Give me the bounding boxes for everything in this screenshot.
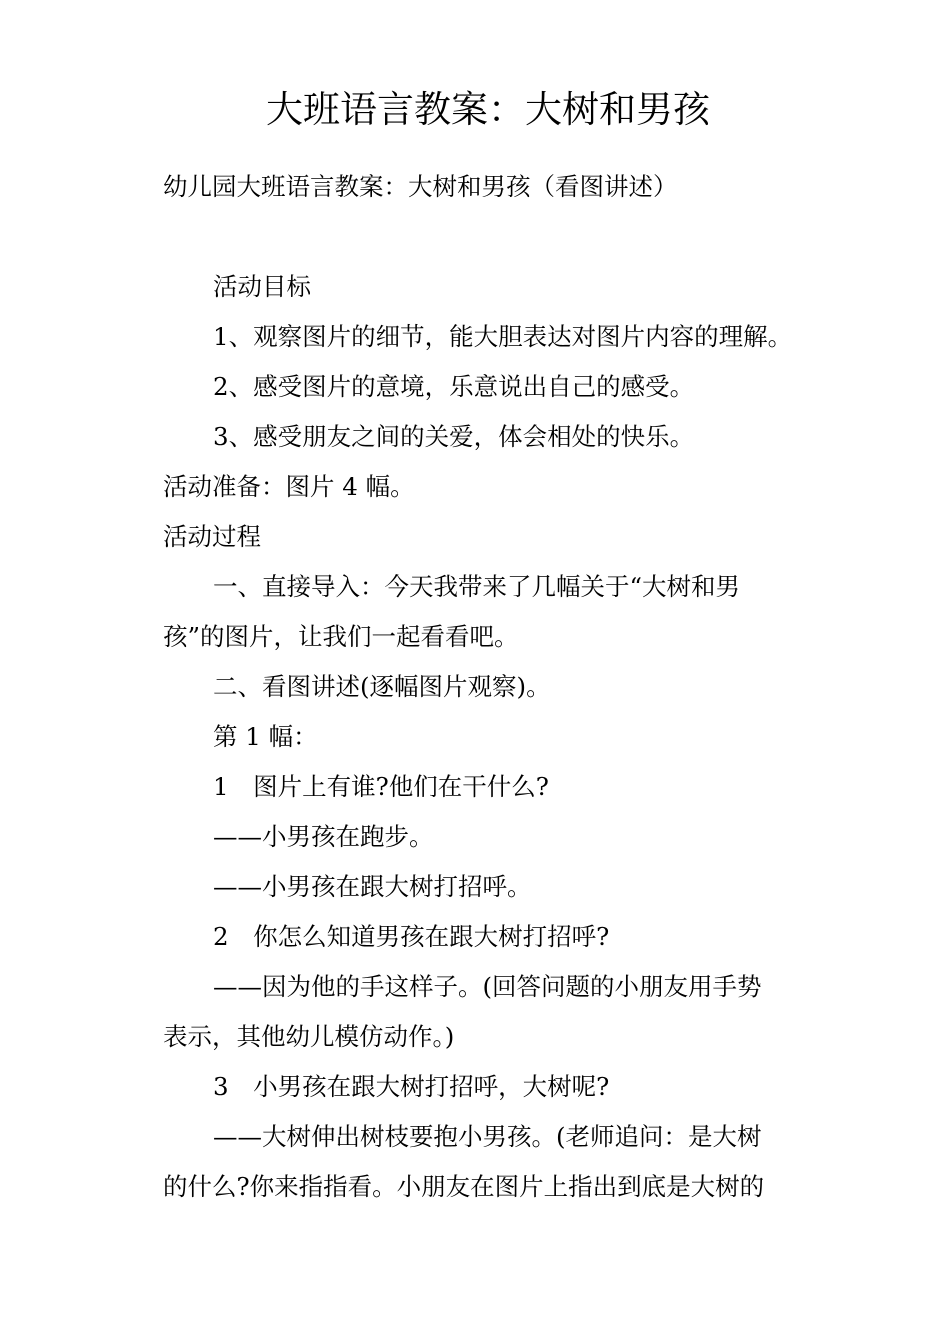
section-heading-goals: 活动目标	[213, 272, 311, 301]
paragraph-line: 1 图片上有谁?他们在干什么?	[213, 772, 549, 801]
preparation-line: 活动准备：图片 4 幅。	[163, 472, 415, 501]
paragraph-line: 表示，其他幼儿模仿动作。)	[163, 1022, 455, 1051]
paragraph-line: 一、直接导入：今天我带来了几幅关于“大树和男	[213, 572, 741, 601]
goal-item-3: 3、感受朋友之间的关爱，体会相处的快乐。	[213, 422, 695, 451]
paragraph-line: 2 你怎么知道男孩在跟大树打招呼?	[213, 922, 610, 951]
paragraph-line: ——因为他的手这样子。(回答问题的小朋友用手势	[213, 972, 762, 1001]
paragraph-line: ——小男孩在跑步。	[213, 822, 434, 851]
subtitle-line: 幼儿园大班语言教案：大树和男孩（看图讲述）	[163, 172, 678, 201]
document-title: 大班语言教案：大树和男孩	[266, 88, 710, 131]
paragraph-line: ——小男孩在跟大树打招呼。	[213, 872, 532, 901]
paragraph-line: 的什么?你来指指看。小朋友在图片上指出到底是大树的	[163, 1172, 765, 1201]
paragraph-line: 孩”的图片，让我们一起看看吧。	[163, 622, 519, 651]
paragraph-line: 二、看图讲述(逐幅图片观察)。	[213, 672, 551, 701]
goal-item-2: 2、感受图片的意境，乐意说出自己的感受。	[213, 372, 695, 401]
paragraph-line: 第 1 幅：	[213, 722, 318, 751]
goal-item-1: 1、观察图片的细节，能大胆表达对图片内容的理解。	[213, 322, 793, 351]
section-heading-process: 活动过程	[163, 522, 261, 551]
paragraph-line: ——大树伸出树枝要抱小男孩。(老师追问：是大树	[213, 1122, 762, 1151]
paragraph-line: 3 小男孩在跟大树打招呼，大树呢?	[213, 1072, 610, 1101]
